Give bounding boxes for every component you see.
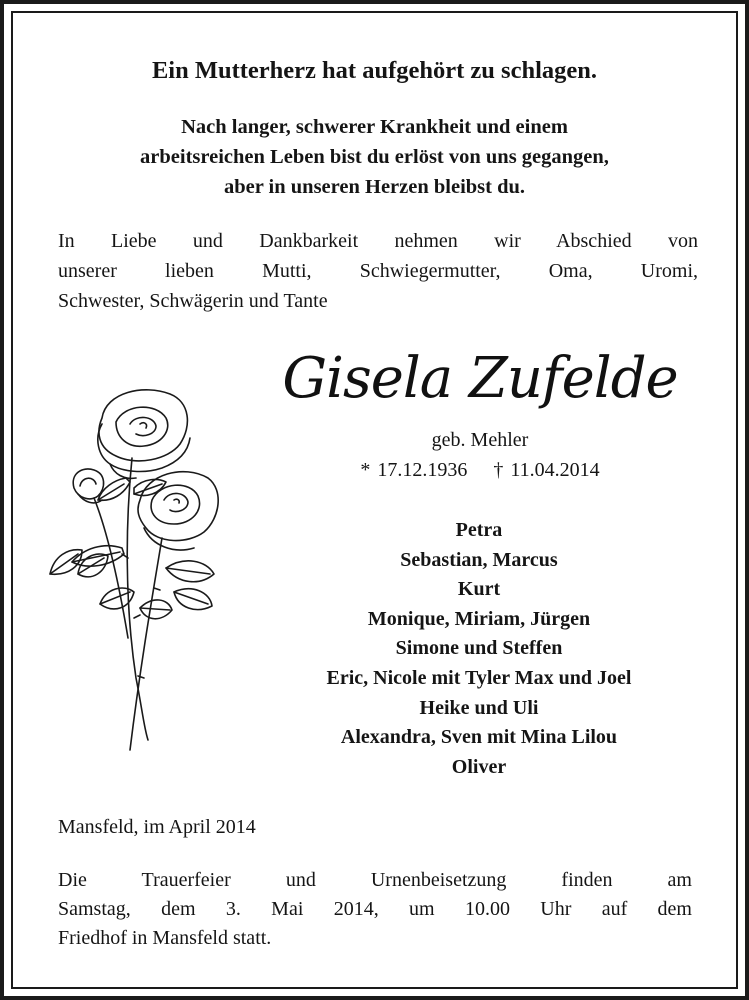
funeral-line: Samstag, dem 3. Mai 2014, um 10.00 Uhr auf dem bbox=[58, 898, 692, 920]
place-date: Mansfeld, im April 2014 bbox=[58, 816, 256, 838]
mourner-entry: Oliver bbox=[451, 755, 507, 778]
mourner-entry: Kurt bbox=[457, 578, 501, 601]
rose-illustration-icon bbox=[44, 378, 224, 758]
life-dates bbox=[290, 456, 670, 484]
birth-date: * 17.12.1936 bbox=[360, 459, 468, 481]
headline: Ein Mutterherz hat aufgehört zu schlagen. bbox=[151, 57, 598, 84]
intro-text bbox=[58, 226, 698, 316]
mourner-entry: Petra bbox=[455, 519, 503, 541]
deceased-name: Gisela Zufelde bbox=[282, 346, 678, 411]
funeral-line: Friedhof in Mansfeld statt. bbox=[58, 927, 272, 949]
funeral-line: Die Trauerfeier und Urnenbeisetzung finden am bbox=[58, 869, 692, 891]
subheading bbox=[20, 112, 729, 202]
mourner-entry: Heike und Uli bbox=[419, 696, 539, 719]
funeral-notice bbox=[58, 866, 692, 953]
mourner-entry: Simone und Steffen bbox=[395, 637, 563, 660]
mourner-entry: Alexandra, Sven mit Mina Lilou bbox=[340, 726, 618, 749]
mourner-entry: Sebastian, Marcus bbox=[400, 548, 558, 571]
mourner-entry: Monique, Miriam, Jürgen bbox=[367, 607, 591, 630]
mourners-list bbox=[240, 516, 718, 782]
death-date: † 11.04.2014 bbox=[493, 459, 600, 481]
subheading-line: Nach langer, schwerer Krankheit und einem bbox=[181, 116, 568, 138]
intro-line: Schwester, Schwägerin und Tante bbox=[58, 290, 328, 312]
mourner-entry: Eric, Nicole mit Tyler Max und Joel bbox=[326, 666, 632, 689]
subheading-line: arbeitsreichen Leben bist du erlöst von uns gegangen, bbox=[140, 146, 609, 168]
intro-line: unserer lieben Mutti, Schwiegermutter, Oma, Uromi, bbox=[58, 260, 698, 282]
birth-name: geb. Mehler bbox=[431, 429, 529, 451]
subheading-line: aber in unseren Herzen bleibst du. bbox=[223, 176, 526, 198]
intro-line: In Liebe und Dankbarkeit nehmen wir Abschied von bbox=[58, 230, 698, 252]
